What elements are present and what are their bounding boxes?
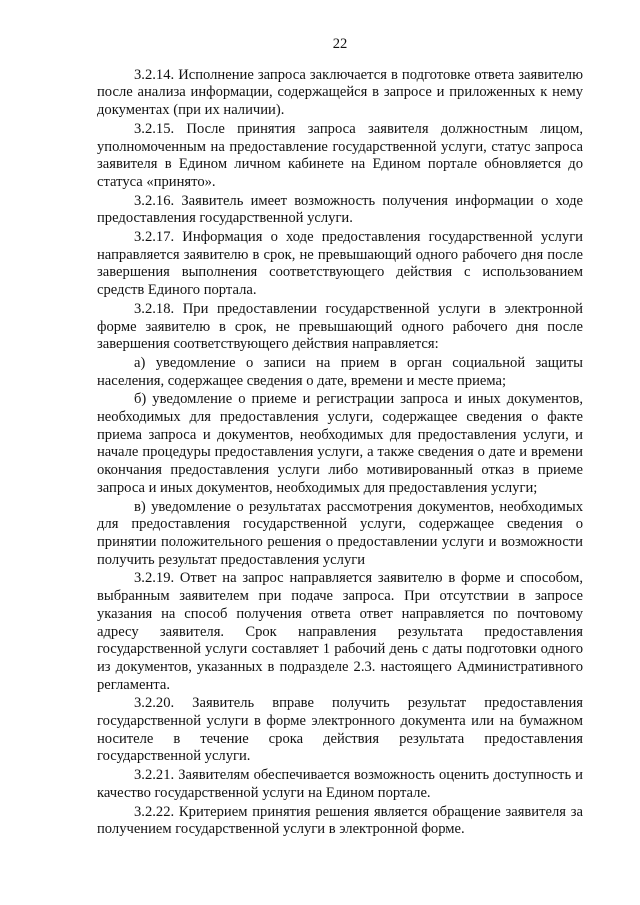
paragraph-3-2-22: 3.2.22. Критерием принятия решения является обращение заявителя за получением государственной услуги в электронной форме.: [97, 803, 583, 838]
paragraph-item-b: б) уведомление о приеме и регистрации запроса и иных документов, необходимых для предоставления услуги, содержащее сведения о факте приема запроса и документов, необходимых для предоставления услуги, и начале процедуры предоставления услуги, а также сведения о дате и времени окончания предоставления услуги либо мотивированный отказ в приеме запроса и иных документов, необходимых для предоставления услуги;: [97, 391, 583, 496]
document-page: [97, 36, 583, 840]
paragraph-item-a: а) уведомление о записи на прием в орган социальной защиты населения, содержащее сведения о дате, времени и месте приема;: [97, 354, 583, 389]
paragraph-3-2-16: 3.2.16. Заявитель имеет возможность получения информации о ходе предоставления государственной услуги.: [97, 192, 583, 227]
paragraph-3-2-19: 3.2.19. Ответ на запрос направляется заявителю в форме и способом, выбранным заявителем при подаче запроса. При отсутствии в запросе указания на способ получения ответа ответ направляется по почтовому адресу заявителя. Срок направления результата предоставления государственной услуги составляет 1 рабочий день с даты подготовки одного из документов, указанных в подразделе 2.3. настоящего Административного регламента.: [97, 570, 583, 693]
paragraph-3-2-21: 3.2.21. Заявителям обеспечивается возможность оценить доступность и качество государственной услуги на Едином портале.: [97, 767, 583, 801]
paragraph-item-v: в) уведомление о результатах рассмотрения документов, необходимых для предоставления государственной услуги, содержащее сведения о принятии положительного решения о предоставлении услуги и возможности получить результат предоставления услуги: [97, 498, 583, 568]
paragraph-3-2-14: 3.2.14. Исполнение запроса заключается в подготовке ответа заявителю после анализа информации, содержащейся в запросе и приложенных к нему документах (при их наличии).: [97, 66, 583, 119]
paragraph-3-2-17: 3.2.17. Информация о ходе предоставления государственной услуги направляется заявителю в срок, не превышающий одного рабочего дня после завершения выполнения соответствующего действия с использованием средств Единого портала.: [97, 229, 583, 299]
page-number: 22: [332, 36, 348, 52]
paragraph-3-2-15: 3.2.15. После принятия запроса заявителя должностным лицом, уполномоченным на предоставление государственной услуги, статус запроса заявителя в Едином личном кабинете на Едином портале обновляется до статуса «принято».: [97, 120, 583, 190]
paragraph-3-2-20: 3.2.20. Заявитель вправе получить результат предоставления государственной услуги в форме электронного документа или на бумажном носителе в течение срока действия результата предоставления государственной услуги.: [97, 695, 583, 765]
paragraph-3-2-18: 3.2.18. При предоставлении государственной услуги в электронной форме заявителю в срок, не превышающий одного рабочего дня после завершения соответствующего действия направляется:: [97, 300, 583, 353]
